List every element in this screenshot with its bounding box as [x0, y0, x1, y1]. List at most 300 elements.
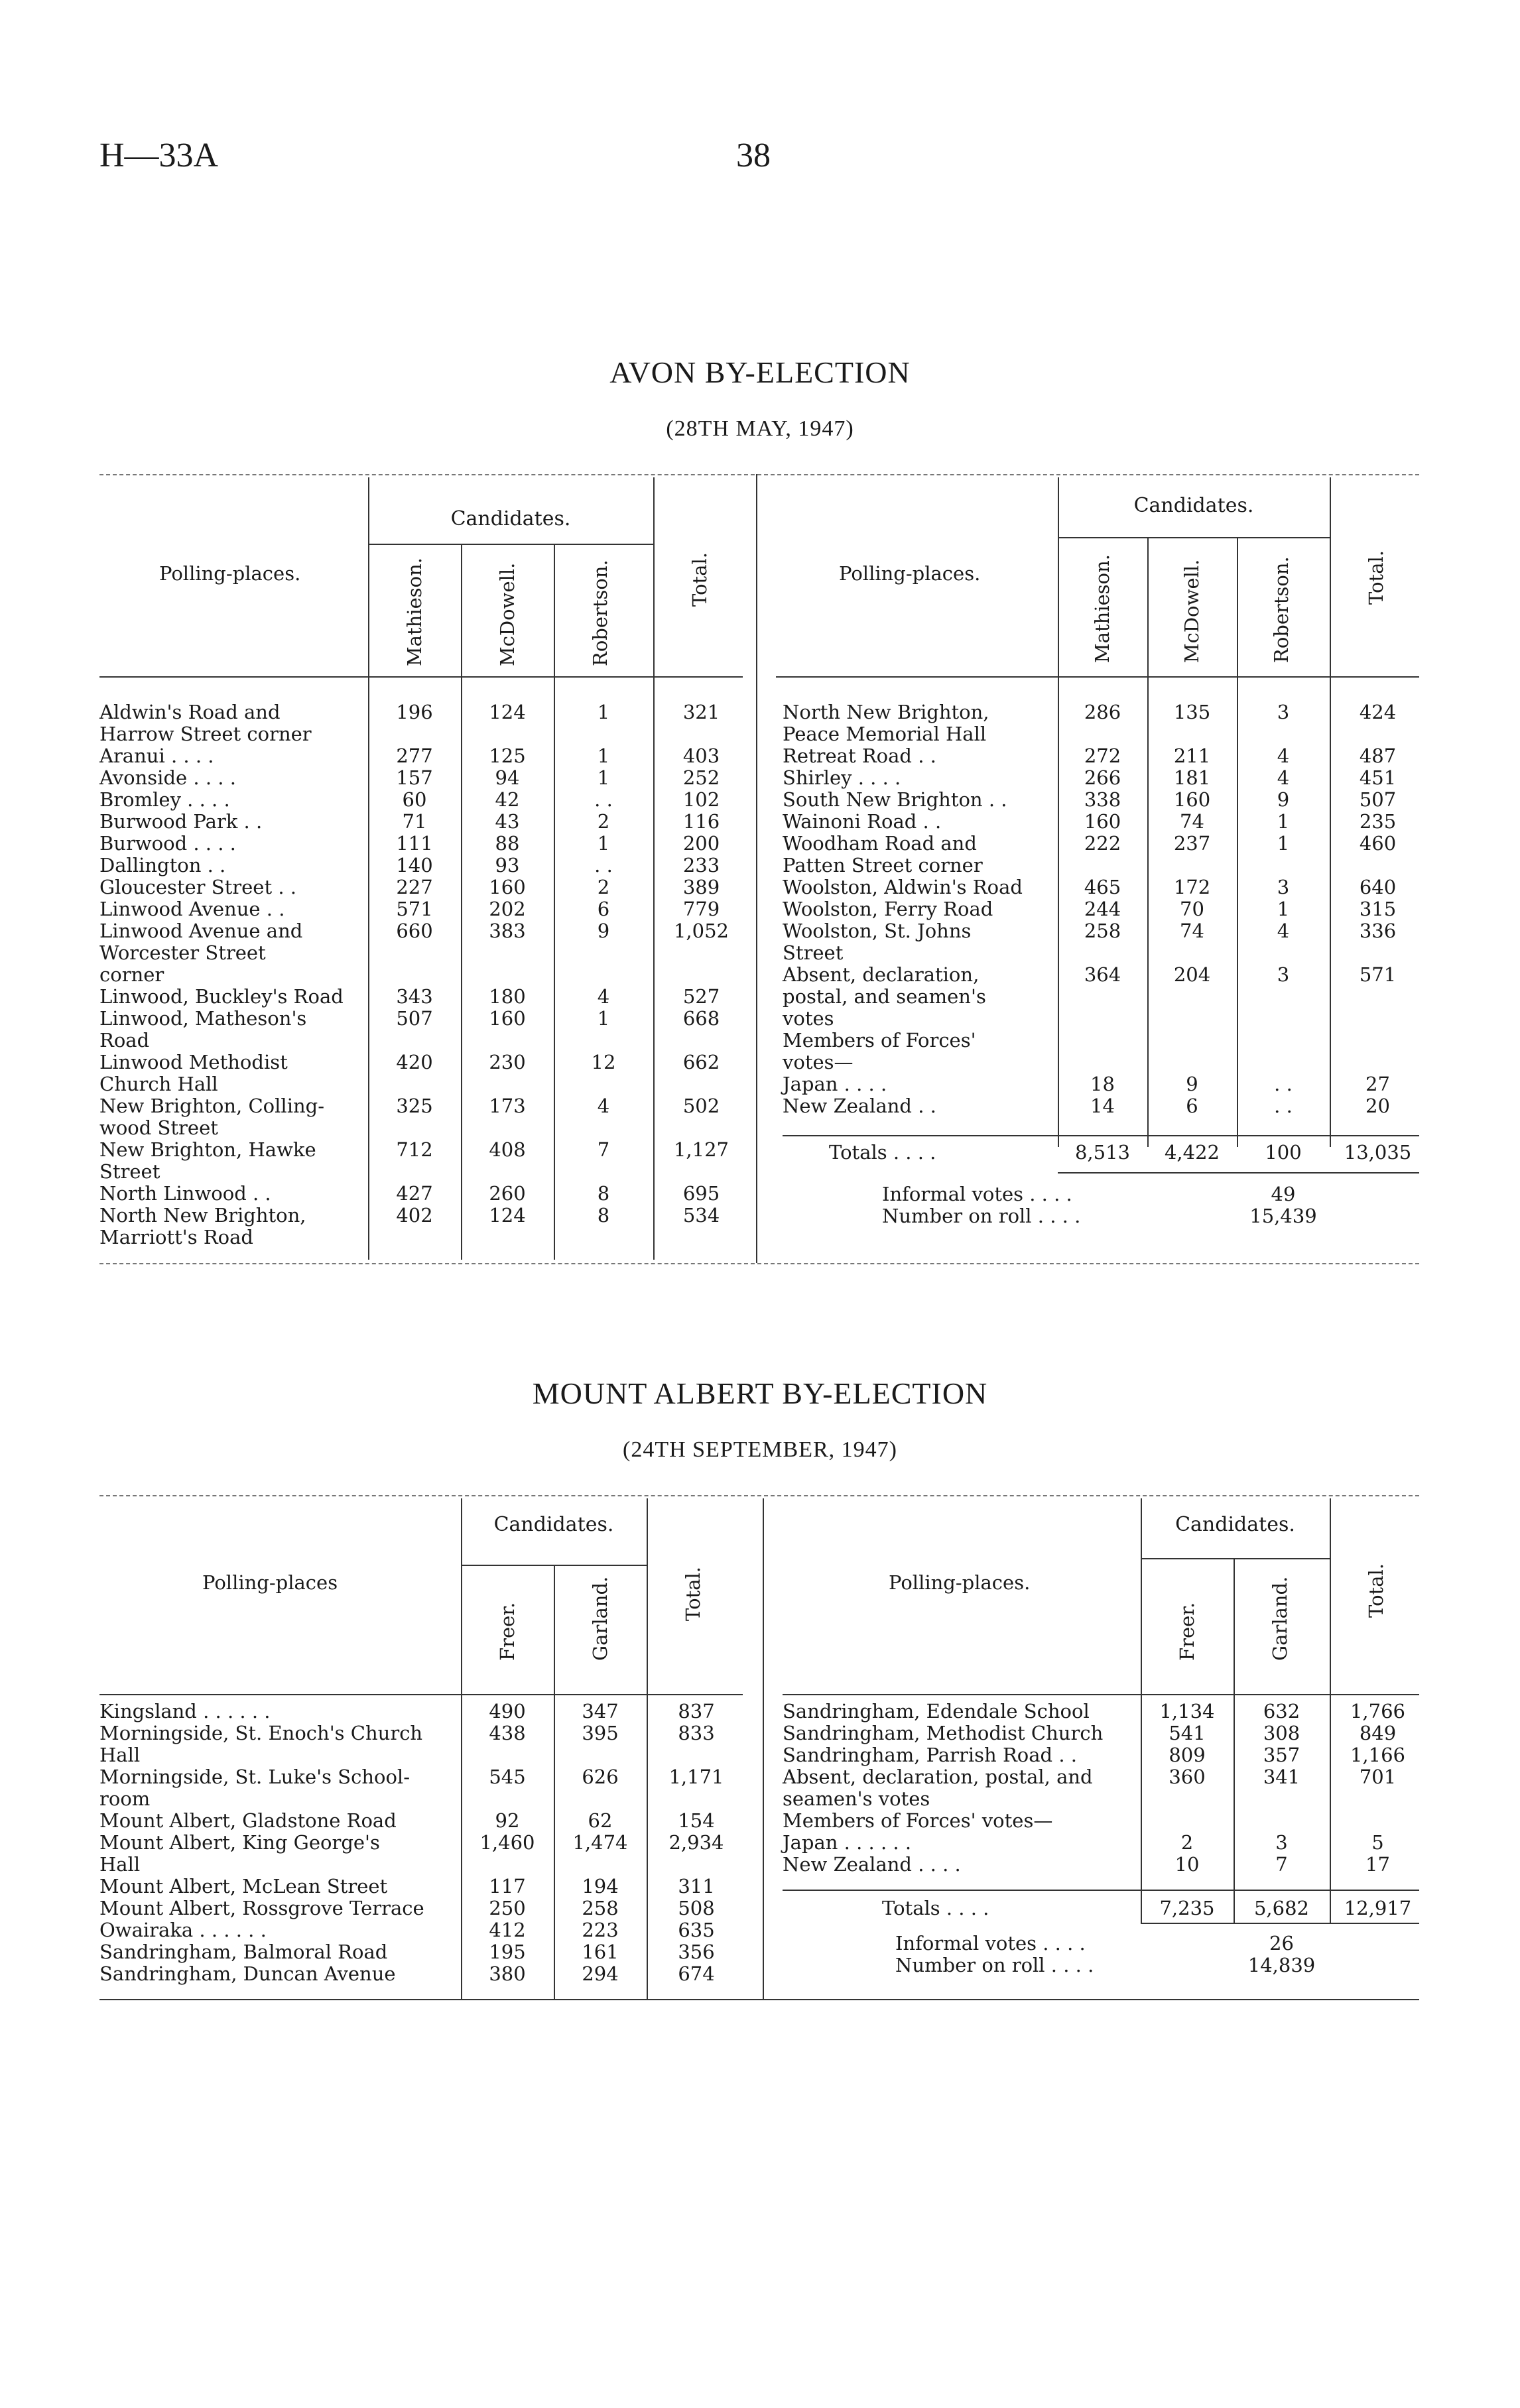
mtalbert-right-place: Members of Forces' votes— — [783, 1809, 1053, 1832]
avon-left-value: 408 — [489, 1138, 526, 1161]
avon-left-value: 1,052 — [673, 920, 729, 942]
mtalbert-left-value: 194 — [582, 1875, 619, 1897]
avon-right-value: 160 — [1173, 788, 1211, 811]
mtalbert-right-place: Absent, declaration, postal, and seamen's votes — [783, 1766, 1093, 1810]
mtalbert-right-row — [783, 1744, 1419, 1766]
avon-left-value: 12 — [591, 1051, 616, 1073]
mtalbert-right-value: 5 — [1371, 1831, 1384, 1854]
avon-right-place: New Zealand . . — [783, 1095, 936, 1117]
avon-right-value: 204 — [1173, 963, 1211, 986]
mtalbert-right-row — [783, 1766, 1419, 1810]
avon-right-row — [783, 920, 1419, 964]
mtalbert-left-row — [99, 1963, 749, 1985]
avon-right-row — [783, 964, 1419, 1030]
avon-left-value: 71 — [402, 810, 427, 833]
avon-left-value: 420 — [396, 1051, 433, 1073]
avon-right-value: 3 — [1277, 701, 1290, 723]
mtalbert-left-place: Morningside, St. Enoch's Church Hall — [99, 1722, 423, 1766]
avon-right-value: 160 — [1084, 810, 1121, 833]
mtalbert-left-value: 1,460 — [479, 1831, 535, 1854]
mtalbert-roll-value: 14,839 — [1247, 1954, 1316, 1976]
mtalbert-left-row — [99, 1810, 749, 1832]
avon-right-value: 235 — [1359, 810, 1397, 833]
avon-left-value: . . — [594, 854, 613, 876]
avon-right-col-total: Total. — [1365, 550, 1387, 605]
avon-total-mcdowell: 4,422 — [1164, 1141, 1220, 1164]
avon-left-row — [99, 855, 749, 876]
avon-right-place: South New Brighton . . — [783, 788, 1007, 811]
mtalbert-left-value: 490 — [489, 1700, 526, 1722]
avon-right-value: 211 — [1173, 745, 1211, 767]
avon-right-value: 424 — [1359, 701, 1397, 723]
mtalbert-right-place: New Zealand . . . . — [783, 1853, 961, 1876]
mtalbert-total-freer: 7,235 — [1159, 1897, 1215, 1919]
avon-right-value: 70 — [1180, 898, 1204, 920]
avon-right-row — [783, 1073, 1419, 1095]
mtalbert-right-value: 341 — [1263, 1766, 1300, 1788]
mtalbert-left-value: 412 — [489, 1919, 526, 1941]
avon-left-value: 277 — [396, 745, 433, 767]
avon-left-value: 160 — [489, 876, 526, 898]
avon-right-col-robertson: Robertson. — [1270, 556, 1293, 663]
mtalbert-left-place: Owairaka . . . . . . — [99, 1919, 267, 1941]
avon-left-row — [99, 833, 749, 855]
avon-right-value: 237 — [1173, 832, 1211, 855]
avon-roll-value: 15,439 — [1249, 1205, 1317, 1227]
mtalbert-left-value: 395 — [582, 1722, 619, 1744]
avon-right-row — [783, 1030, 1419, 1073]
avon-left-row — [99, 920, 749, 986]
avon-right-value: 1 — [1277, 832, 1290, 855]
mtalbert-right-value: 541 — [1169, 1722, 1206, 1744]
avon-left-row — [99, 811, 749, 833]
avon-left-value: 325 — [396, 1095, 433, 1117]
avon-left-value: 140 — [396, 854, 433, 876]
avon-right-value: 222 — [1084, 832, 1121, 855]
mtalbert-left-value: 223 — [582, 1919, 619, 1941]
avon-left-place: Gloucester Street . . — [99, 876, 296, 898]
avon-total-robertson: 100 — [1265, 1141, 1302, 1164]
avon-right-value: 3 — [1277, 963, 1290, 986]
avon-left-polling-header: Polling-places. — [159, 562, 301, 585]
avon-right-value: 258 — [1084, 920, 1121, 942]
avon-left-value: 200 — [682, 832, 720, 855]
avon-right-value: 640 — [1359, 876, 1397, 898]
avon-total-mathieson: 8,513 — [1074, 1141, 1131, 1164]
mtalbert-roll-label: Number on roll . . . . — [895, 1954, 1094, 1976]
mtalbert-left-row — [99, 1876, 749, 1897]
avon-left-value: 42 — [495, 788, 520, 811]
mtalbert-left-rows — [99, 1701, 749, 1985]
avon-left-value: 712 — [396, 1138, 433, 1161]
mtalbert-right-candidates-label: Candidates. — [1175, 1513, 1295, 1536]
mtalbert-right-value: 1,134 — [1159, 1700, 1215, 1722]
avon-left-value: 402 — [396, 1204, 433, 1227]
avon-left-value: 160 — [489, 1007, 526, 1030]
avon-left-value: 321 — [682, 701, 720, 723]
avon-right-place: Absent, declaration, postal, and seamen's votes — [783, 963, 986, 1030]
avon-left-col-robertson: Robertson. — [589, 560, 611, 666]
avon-left-value: 180 — [489, 985, 526, 1008]
avon-left-value: 60 — [402, 788, 427, 811]
mtalbert-left-value: 837 — [678, 1700, 715, 1722]
avon-right-place: North New Brighton, Peace Memorial Hall — [783, 701, 989, 745]
mtalbert-left-place: Kingsland . . . . . . — [99, 1700, 271, 1722]
avon-left-value: 662 — [682, 1051, 720, 1073]
avon-left-place: New Brighton, Colling- wood Street — [99, 1095, 325, 1139]
mtalbert-left-value: 311 — [678, 1875, 715, 1897]
avon-title: AVON BY-ELECTION — [609, 355, 911, 389]
mtalbert-left-value: 380 — [489, 1962, 526, 1985]
avon-right-value: 18 — [1090, 1073, 1115, 1095]
avon-left-value: . . — [594, 788, 613, 811]
avon-right-row — [783, 745, 1419, 767]
avon-left-value: 6 — [597, 898, 610, 920]
mtalbert-left-value: 1,474 — [572, 1831, 628, 1854]
avon-right-value: 336 — [1359, 920, 1397, 942]
avon-left-value: 94 — [495, 766, 520, 789]
avon-right-place: Woolston, Ferry Road — [783, 898, 993, 920]
avon-right-col-mcdowell: McDowell. — [1180, 559, 1203, 663]
avon-left-value: 124 — [489, 701, 526, 723]
mtalbert-right-row — [783, 1701, 1419, 1722]
mtalbert-left-col-total: Total. — [682, 1567, 704, 1621]
mtalbert-left-place: Mount Albert, Gladstone Road — [99, 1809, 397, 1832]
avon-left-value: 9 — [597, 920, 610, 942]
mtalbert-right-place: Sandringham, Methodist Church — [783, 1722, 1104, 1744]
avon-left-value: 1 — [597, 766, 610, 789]
mtalbert-right-value: 809 — [1169, 1744, 1206, 1766]
avon-left-value: 8 — [597, 1182, 610, 1205]
avon-right-place: Japan . . . . — [783, 1073, 887, 1095]
mtalbert-right-place: Sandringham, Edendale School — [783, 1700, 1090, 1722]
avon-left-value: 157 — [396, 766, 433, 789]
avon-right-place: Woolston, St. Johns Street — [783, 920, 972, 964]
mtalbert-right-place: Sandringham, Parrish Road . . — [783, 1744, 1077, 1766]
avon-right-value: 465 — [1084, 876, 1121, 898]
avon-date: (28TH MAY, 1947) — [666, 416, 854, 441]
avon-right-value: 4 — [1277, 745, 1290, 767]
avon-left-row — [99, 1052, 749, 1095]
avon-left-value: 116 — [682, 810, 720, 833]
mtalbert-left-row — [99, 1919, 749, 1941]
avon-left-value: 1 — [597, 745, 610, 767]
avon-left-value: 196 — [396, 701, 433, 723]
avon-left-place: Linwood Methodist Church Hall — [99, 1051, 288, 1095]
avon-left-value: 260 — [489, 1182, 526, 1205]
mtalbert-right-value: 2 — [1180, 1831, 1194, 1854]
mtalbert-left-row — [99, 1701, 749, 1722]
mtalbert-right-row — [783, 1854, 1419, 1876]
avon-right-value: 272 — [1084, 745, 1121, 767]
avon-right-value: 315 — [1359, 898, 1397, 920]
avon-left-place: Dallington . . — [99, 854, 226, 876]
avon-left-place: Avonside . . . . — [99, 766, 236, 789]
mtalbert-right-value: 3 — [1275, 1831, 1288, 1854]
avon-left-value: 252 — [682, 766, 720, 789]
avon-right-value: . . — [1274, 1073, 1293, 1095]
avon-right-value: 487 — [1359, 745, 1397, 767]
mtalbert-right-value: 1,766 — [1350, 1700, 1406, 1722]
mtalbert-left-place: Morningside, St. Luke's School- room — [99, 1766, 411, 1810]
mtalbert-left-value: 294 — [582, 1962, 619, 1985]
avon-left-row — [99, 789, 749, 811]
avon-right-value: 266 — [1084, 766, 1121, 789]
avon-left-col-mcdowell: McDowell. — [496, 562, 519, 666]
avon-right-row — [783, 876, 1419, 898]
mtalbert-left-value: 545 — [489, 1766, 526, 1788]
avon-right-value: 4 — [1277, 766, 1290, 789]
avon-right-value: 74 — [1180, 810, 1204, 833]
mtalbert-left-place: Sandringham, Balmoral Road — [99, 1941, 388, 1963]
avon-right-value: 20 — [1365, 1095, 1390, 1117]
avon-right-value: 4 — [1277, 920, 1290, 942]
mtalbert-right-value: 1,166 — [1350, 1744, 1406, 1766]
mtalbert-right-value: 360 — [1169, 1766, 1206, 1788]
avon-right-value: 9 — [1186, 1073, 1198, 1095]
avon-left-place: Linwood, Buckley's Road — [99, 985, 344, 1008]
avon-totals-label: Totals . . . . — [829, 1141, 936, 1164]
mtalbert-left-row — [99, 1941, 749, 1963]
avon-left-row — [99, 745, 749, 767]
avon-left-value: 2 — [597, 876, 610, 898]
avon-right-value: 74 — [1180, 920, 1204, 942]
avon-left-value: 507 — [396, 1007, 433, 1030]
avon-right-value: 571 — [1359, 963, 1397, 986]
mtalbert-right-value: 10 — [1174, 1853, 1200, 1876]
mtalbert-left-place: Mount Albert, McLean Street — [99, 1875, 388, 1897]
avon-right-row — [783, 789, 1419, 811]
avon-right-place: Shirley . . . . — [783, 766, 901, 789]
mtalbert-left-place: Mount Albert, Rossgrove Terrace — [99, 1897, 424, 1919]
mtalbert-left-col-freer: Freer. — [496, 1602, 519, 1661]
mtalbert-left-value: 635 — [678, 1919, 715, 1941]
mtalbert-date: (24TH SEPTEMBER, 1947) — [623, 1437, 897, 1462]
avon-right-col-mathieson: Mathieson. — [1091, 554, 1113, 663]
avon-left-value: 7 — [597, 1138, 610, 1161]
avon-left-place: Aldwin's Road and Harrow Street corner — [99, 701, 312, 745]
avon-left-row — [99, 1139, 749, 1183]
avon-left-value: 88 — [495, 832, 520, 855]
avon-right-value: 507 — [1359, 788, 1397, 811]
mtalbert-left-value: 258 — [582, 1897, 619, 1919]
avon-left-row — [99, 898, 749, 920]
avon-right-rows — [783, 701, 1419, 1117]
avon-right-row — [783, 701, 1419, 745]
avon-left-place: Bromley . . . . — [99, 788, 230, 811]
mtalbert-left-row — [99, 1722, 749, 1766]
avon-right-value: 460 — [1359, 832, 1397, 855]
avon-left-row — [99, 701, 749, 745]
avon-right-place: Members of Forces' votes— — [783, 1029, 976, 1073]
avon-left-value: 233 — [682, 854, 720, 876]
mtalbert-left-polling-header: Polling-places — [202, 1571, 338, 1594]
mtalbert-left-value: 195 — [489, 1941, 526, 1963]
mtalbert-left-value: 62 — [588, 1809, 613, 1832]
mtalbert-total-garland: 5,682 — [1253, 1897, 1310, 1919]
avon-left-value: 1 — [597, 701, 610, 723]
avon-left-value: 8 — [597, 1204, 610, 1227]
avon-right-polling-header: Polling-places. — [839, 562, 981, 585]
mtalbert-left-row — [99, 1832, 749, 1876]
mtalbert-left-value: 626 — [582, 1766, 619, 1788]
mtalbert-right-value: 7 — [1275, 1853, 1288, 1876]
mtalbert-right-row — [783, 1810, 1419, 1832]
avon-left-value: 383 — [489, 920, 526, 942]
avon-left-value: 102 — [682, 788, 720, 811]
mtalbert-totals-label: Totals . . . . — [882, 1897, 989, 1919]
avon-right-value: 181 — [1173, 766, 1211, 789]
avon-right-value: 3 — [1277, 876, 1290, 898]
mtalbert-left-value: 2,934 — [668, 1831, 724, 1854]
avon-right-row — [783, 767, 1419, 789]
avon-right-value: 172 — [1173, 876, 1211, 898]
avon-left-place: Linwood Avenue . . — [99, 898, 285, 920]
mtalbert-informal-label: Informal votes . . . . — [895, 1932, 1086, 1955]
mtalbert-left-value: 92 — [495, 1809, 520, 1832]
avon-right-row — [783, 898, 1419, 920]
avon-right-place: Woodham Road and Patten Street corner — [783, 832, 983, 876]
mtalbert-left-value: 356 — [678, 1941, 715, 1963]
mtalbert-left-place: Sandringham, Duncan Avenue — [99, 1962, 396, 1985]
mtalbert-right-row — [783, 1832, 1419, 1854]
avon-left-place: Burwood . . . . — [99, 832, 236, 855]
mtalbert-right-value: 701 — [1359, 1766, 1397, 1788]
avon-right-value: 1 — [1277, 898, 1290, 920]
avon-left-value: 502 — [682, 1095, 720, 1117]
avon-left-row — [99, 1008, 749, 1052]
avon-left-value: 227 — [396, 876, 433, 898]
mtalbert-left-candidates-label: Candidates. — [493, 1513, 614, 1536]
mtalbert-left-value: 1,171 — [668, 1766, 724, 1788]
avon-right-value: 244 — [1084, 898, 1121, 920]
avon-right-place: Woolston, Aldwin's Road — [783, 876, 1023, 898]
avon-left-value: 1 — [597, 832, 610, 855]
avon-right-row — [783, 1095, 1419, 1117]
avon-left-value: 230 — [489, 1051, 526, 1073]
mtalbert-left-value: 117 — [489, 1875, 526, 1897]
avon-right-row — [783, 811, 1419, 833]
avon-left-value: 343 — [396, 985, 433, 1008]
page-reference: H—33A — [99, 137, 219, 174]
mtalbert-right-value: 17 — [1365, 1853, 1390, 1876]
avon-right-value: 451 — [1359, 766, 1397, 789]
avon-left-value: 1 — [597, 1007, 610, 1030]
mtalbert-left-value: 154 — [678, 1809, 715, 1832]
mtalbert-right-value: 632 — [1263, 1700, 1300, 1722]
avon-roll-label: Number on roll . . . . — [882, 1205, 1081, 1227]
avon-left-row — [99, 1205, 749, 1248]
avon-right-place: Retreat Road . . — [783, 745, 936, 767]
avon-left-place: Burwood Park . . — [99, 810, 263, 833]
mtalbert-title: MOUNT ALBERT BY-ELECTION — [532, 1376, 988, 1410]
avon-right-row — [783, 833, 1419, 876]
avon-left-rows — [99, 701, 749, 1248]
mtalbert-left-col-garland: Garland. — [589, 1576, 611, 1661]
avon-left-candidates-label: Candidates. — [450, 507, 571, 530]
mtalbert-left-place: Mount Albert, King George's Hall — [99, 1831, 380, 1876]
avon-left-value: 125 — [489, 745, 526, 767]
mtalbert-total-grand: 12,917 — [1344, 1897, 1412, 1919]
avon-left-value: 695 — [682, 1182, 720, 1205]
avon-left-place: Linwood, Matheson's Road — [99, 1007, 307, 1052]
avon-left-value: 4 — [597, 985, 610, 1008]
mtalbert-right-polling-header: Polling-places. — [889, 1571, 1031, 1594]
avon-left-value: 534 — [682, 1204, 720, 1227]
mtalbert-left-value: 833 — [678, 1722, 715, 1744]
mtalbert-right-col-garland: Garland. — [1269, 1576, 1291, 1661]
mtalbert-left-row — [99, 1897, 749, 1919]
mtalbert-left-value: 508 — [678, 1897, 715, 1919]
mtalbert-right-value: 357 — [1263, 1744, 1300, 1766]
avon-right-value: 286 — [1084, 701, 1121, 723]
avon-informal-label: Informal votes . . . . — [882, 1183, 1072, 1205]
mtalbert-left-value: 250 — [489, 1897, 526, 1919]
mtalbert-informal-value: 26 — [1269, 1932, 1294, 1955]
avon-left-place: Linwood Avenue and Worcester Street corner — [99, 920, 303, 986]
avon-left-row — [99, 1183, 749, 1205]
avon-right-place: Wainoni Road . . — [783, 810, 942, 833]
avon-right-candidates-label: Candidates. — [1133, 494, 1254, 517]
avon-left-row — [99, 767, 749, 789]
avon-left-value: 111 — [396, 832, 433, 855]
mtalbert-left-value: 438 — [489, 1722, 526, 1744]
avon-left-place: North New Brighton, Marriott's Road — [99, 1204, 306, 1248]
avon-left-col-total: Total. — [688, 552, 711, 607]
avon-left-value: 403 — [682, 745, 720, 767]
avon-right-value: 6 — [1186, 1095, 1198, 1117]
avon-informal-value: 49 — [1271, 1183, 1296, 1205]
avon-left-value: 668 — [682, 1007, 720, 1030]
avon-right-value: 14 — [1090, 1095, 1115, 1117]
avon-right-value: 338 — [1084, 788, 1121, 811]
mtalbert-left-row — [99, 1766, 749, 1810]
avon-right-value: 1 — [1277, 810, 1290, 833]
avon-left-value: 4 — [597, 1095, 610, 1117]
avon-right-value: 135 — [1173, 701, 1211, 723]
avon-total-grand: 13,035 — [1344, 1141, 1412, 1164]
avon-left-row — [99, 876, 749, 898]
avon-left-value: 2 — [597, 810, 610, 833]
avon-left-value: 93 — [495, 854, 520, 876]
avon-left-row — [99, 1095, 749, 1139]
avon-left-col-mathieson: Mathieson. — [403, 558, 426, 666]
avon-left-value: 660 — [396, 920, 433, 942]
avon-left-value: 124 — [489, 1204, 526, 1227]
avon-left-value: 779 — [682, 898, 720, 920]
avon-right-value: 9 — [1277, 788, 1290, 811]
avon-left-value: 527 — [682, 985, 720, 1008]
mtalbert-left-value: 674 — [678, 1962, 715, 1985]
avon-left-value: 173 — [489, 1095, 526, 1117]
avon-right-value: 364 — [1084, 963, 1121, 986]
avon-left-value: 1,127 — [673, 1138, 729, 1161]
avon-right-value: 27 — [1365, 1073, 1390, 1095]
avon-left-value: 43 — [495, 810, 520, 833]
mtalbert-right-place: Japan . . . . . . — [783, 1831, 912, 1854]
mtalbert-left-value: 347 — [582, 1700, 619, 1722]
mtalbert-right-row — [783, 1722, 1419, 1744]
mtalbert-right-col-total: Total. — [1365, 1563, 1387, 1618]
avon-left-value: 202 — [489, 898, 526, 920]
avon-left-place: North Linwood . . — [99, 1182, 271, 1205]
avon-left-value: 427 — [396, 1182, 433, 1205]
mtalbert-right-value: 849 — [1359, 1722, 1397, 1744]
mtalbert-right-rows — [783, 1701, 1419, 1876]
mtalbert-left-value: 161 — [582, 1941, 619, 1963]
page-number: 38 — [736, 137, 771, 174]
mtalbert-right-col-freer: Freer. — [1176, 1602, 1198, 1661]
